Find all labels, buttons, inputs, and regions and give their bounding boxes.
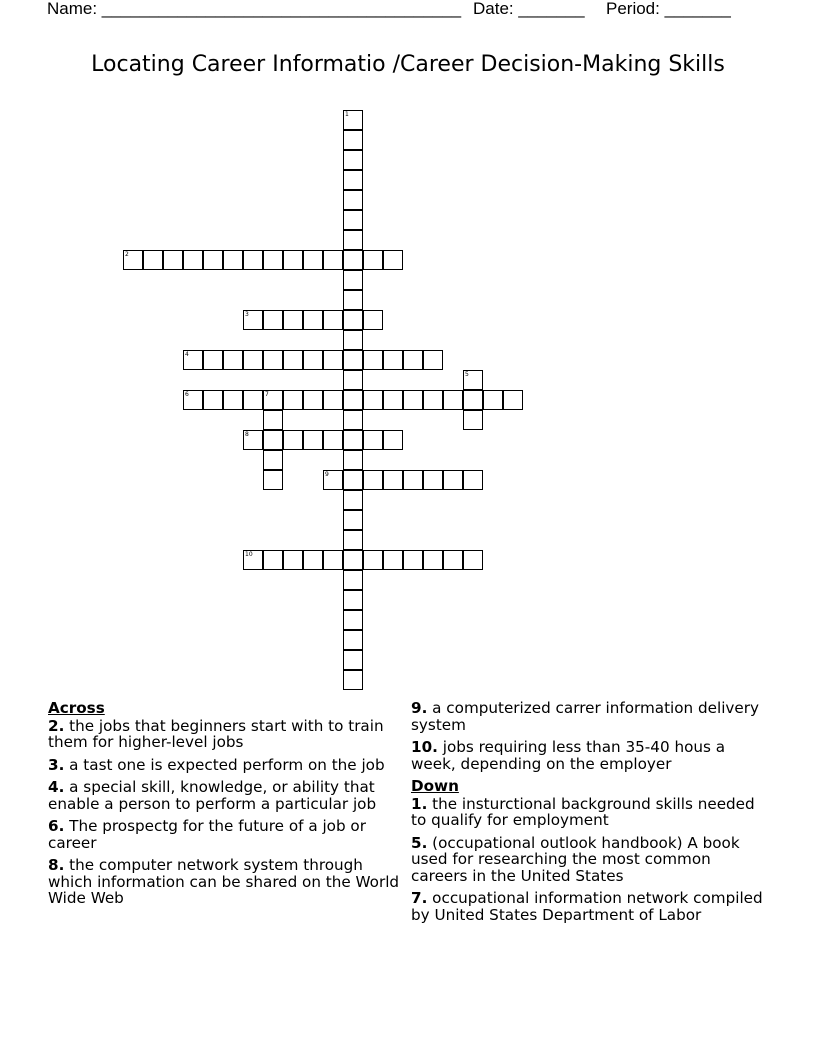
crossword-cell[interactable] [303, 350, 323, 370]
clues-left-column [48, 700, 408, 913]
across-clue-2 [48, 718, 408, 751]
crossword-cell[interactable] [323, 430, 343, 450]
across-clue-6 [48, 818, 408, 851]
down-clue-list [411, 796, 771, 924]
crossword-cell[interactable] [283, 390, 303, 410]
crossword-cell[interactable] [403, 390, 423, 410]
clue-num: 6. [48, 817, 65, 835]
crossword-cell[interactable] [223, 390, 243, 410]
crossword-cell[interactable] [303, 430, 323, 450]
crossword-cell[interactable] [403, 350, 423, 370]
crossword-cell[interactable] [263, 250, 283, 270]
crossword-cell[interactable] [343, 130, 363, 150]
crossword-cell[interactable] [343, 150, 363, 170]
name-field-label: Name: ______________________________________ [47, 0, 462, 18]
crossword-cell[interactable] [303, 310, 323, 330]
crossword-cell[interactable] [323, 350, 343, 370]
crossword-cell[interactable] [343, 510, 363, 530]
crossword-cell[interactable] [143, 250, 163, 270]
down-clue-7 [411, 890, 771, 923]
crossword-cell[interactable] [363, 310, 383, 330]
crossword-cell[interactable] [463, 470, 483, 490]
clues-right-column [411, 700, 771, 929]
clue-num: 4. [48, 778, 65, 796]
crossword-cell[interactable] [343, 290, 363, 310]
crossword-cell[interactable] [303, 390, 323, 410]
crossword-cell[interactable] [343, 490, 363, 510]
clue-num: 3. [48, 755, 65, 774]
crossword-cell[interactable] [463, 410, 483, 430]
clue-num: 2. [48, 716, 65, 735]
clue-num: 7. [411, 889, 428, 907]
clue-number: 10 [245, 551, 253, 558]
crossword-cell[interactable] [303, 550, 323, 570]
crossword-cell[interactable] [323, 390, 343, 410]
period-field-label: Period: _______ [606, 0, 731, 18]
crossword-cell[interactable] [343, 530, 363, 550]
crossword-cell[interactable] [363, 430, 383, 450]
crossword-cell[interactable] [423, 390, 443, 410]
clue-num: 5. [411, 833, 428, 852]
crossword-cell[interactable] [363, 550, 383, 570]
crossword-cell[interactable] [183, 390, 203, 410]
clue-num: 9. [411, 699, 428, 717]
across-clue-8 [48, 857, 408, 907]
across-clue-list-continued [411, 700, 771, 772]
crossword-cell[interactable] [243, 350, 263, 370]
crossword-cell[interactable] [263, 350, 283, 370]
crossword-cell[interactable] [383, 470, 403, 490]
crossword-cell[interactable] [163, 250, 183, 270]
clue-number: 1 [345, 111, 349, 118]
crossword-cell[interactable] [243, 390, 263, 410]
clue-text: jobs requiring less than 35-40 hous a week, depending on the employer [411, 738, 726, 773]
crossword-cell[interactable] [303, 250, 323, 270]
crossword-cell[interactable] [203, 390, 223, 410]
crossword-cell[interactable] [263, 450, 283, 470]
crossword-cell[interactable] [283, 310, 303, 330]
crossword-cell[interactable] [343, 550, 363, 570]
crossword-cell[interactable] [243, 310, 263, 330]
crossword-cell[interactable] [343, 410, 363, 430]
clue-text: (occupational outlook handbook) A book used for researching the most common careers in the United States [411, 833, 740, 885]
across-clue-10 [411, 739, 771, 772]
crossword-cell[interactable] [463, 370, 483, 390]
crossword-cell[interactable] [343, 250, 363, 270]
crossword-cell[interactable] [263, 410, 283, 430]
crossword-cell[interactable] [463, 550, 483, 570]
crossword-cell[interactable] [403, 550, 423, 570]
crossword-cell[interactable] [423, 350, 443, 370]
across-clue-4 [48, 779, 408, 812]
crossword-cell[interactable] [363, 350, 383, 370]
clue-text: a computerized carrer information delivery system [411, 699, 759, 734]
clue-text: a special skill, knowledge, or ability that enable a person to perform a particular job [48, 778, 377, 813]
clue-number: 9 [325, 471, 329, 478]
crossword-cell[interactable] [423, 470, 443, 490]
across-clue-list [48, 718, 408, 907]
crossword-cell[interactable] [443, 550, 463, 570]
crossword-cell[interactable] [283, 350, 303, 370]
crossword-cell[interactable] [243, 550, 263, 570]
crossword-cell[interactable] [343, 330, 363, 350]
crossword-cell[interactable] [323, 310, 343, 330]
crossword-cell[interactable] [443, 390, 463, 410]
crossword-cell[interactable] [483, 390, 503, 410]
clue-number: 6 [185, 391, 189, 398]
crossword-cell[interactable] [343, 670, 363, 690]
across-heading: Across [48, 699, 105, 717]
crossword-cell[interactable] [123, 250, 143, 270]
crossword-cell[interactable] [203, 250, 223, 270]
down-clue-5 [411, 835, 771, 885]
crossword-cell[interactable] [263, 390, 283, 410]
crossword-cell[interactable] [383, 430, 403, 450]
crossword-cell[interactable] [283, 550, 303, 570]
crossword-cell[interactable] [343, 590, 363, 610]
crossword-cell[interactable] [323, 250, 343, 270]
crossword-cell[interactable] [503, 390, 523, 410]
crossword-cell[interactable] [243, 250, 263, 270]
crossword-cell[interactable] [223, 350, 243, 370]
crossword-cell[interactable] [343, 390, 363, 410]
crossword-cell[interactable] [323, 550, 343, 570]
clue-number: 3 [245, 311, 249, 318]
crossword-cell[interactable] [343, 370, 363, 390]
crossword-cell[interactable] [343, 450, 363, 470]
crossword-cell[interactable] [343, 350, 363, 370]
crossword-cell[interactable] [343, 210, 363, 230]
clue-text: the jobs that beginners start with to train them for higher-level jobs [48, 716, 384, 751]
crossword-cell[interactable] [383, 350, 403, 370]
crossword-cell[interactable] [383, 390, 403, 410]
clue-num: 10. [411, 738, 438, 756]
crossword-cell[interactable] [363, 250, 383, 270]
page-title: Locating Career Informatio /Career Decision-Making Skills [91, 52, 725, 77]
clue-num: 1. [411, 794, 428, 813]
crossword-cell[interactable] [343, 570, 363, 590]
down-heading: Down [411, 777, 459, 795]
clue-text: occupational information network compiled by United States Department of Labor [411, 889, 763, 924]
crossword-cell[interactable] [343, 610, 363, 630]
clue-number: 7 [265, 391, 269, 398]
clue-text: The prospectg for the future of a job or career [48, 817, 366, 852]
crossword-cell[interactable] [363, 470, 383, 490]
clue-num: 8. [48, 856, 65, 874]
crossword-cell[interactable] [263, 470, 283, 490]
clue-text: the computer network system through which information can be shared on the World Wide Web [48, 856, 400, 907]
crossword-cell[interactable] [343, 630, 363, 650]
across-clue-3 [48, 757, 408, 774]
crossword-cell[interactable] [383, 250, 403, 270]
clue-number: 4 [185, 351, 189, 358]
date-field-label: Date: _______ [473, 0, 585, 18]
crossword-cell[interactable] [363, 390, 383, 410]
crossword-cell[interactable] [343, 430, 363, 450]
crossword-cell[interactable] [343, 650, 363, 670]
crossword-cell[interactable] [343, 110, 363, 130]
clue-number: 8 [245, 431, 249, 438]
crossword-cell[interactable] [423, 550, 443, 570]
crossword-cell[interactable] [263, 430, 283, 450]
crossword-cell[interactable] [283, 430, 303, 450]
crossword-cell[interactable] [463, 390, 483, 410]
clue-number: 5 [465, 371, 469, 378]
crossword-cell[interactable] [203, 350, 223, 370]
crossword-cell[interactable] [243, 430, 263, 450]
crossword-cell[interactable] [343, 310, 363, 330]
crossword-cell[interactable] [263, 310, 283, 330]
crossword-cell[interactable] [323, 470, 343, 490]
crossword-cell[interactable] [183, 350, 203, 370]
crossword-cell[interactable] [183, 250, 203, 270]
crossword-cell[interactable] [223, 250, 243, 270]
crossword-cell[interactable] [383, 550, 403, 570]
crossword-cell[interactable] [343, 190, 363, 210]
crossword-cell[interactable] [443, 470, 463, 490]
clue-text: a tast one is expected perform on the job [64, 755, 385, 774]
crossword-cell[interactable] [263, 550, 283, 570]
crossword-cell[interactable] [283, 250, 303, 270]
crossword-cell[interactable] [403, 470, 423, 490]
down-clue-1 [411, 796, 771, 829]
crossword-cell[interactable] [343, 230, 363, 250]
clue-number: 2 [125, 251, 129, 258]
crossword-cell[interactable] [343, 170, 363, 190]
clue-text: the insturctional background skills needed to qualify for employment [411, 794, 755, 829]
crossword-cell[interactable] [343, 470, 363, 490]
across-clue-9 [411, 700, 771, 733]
crossword-cell[interactable] [343, 270, 363, 290]
